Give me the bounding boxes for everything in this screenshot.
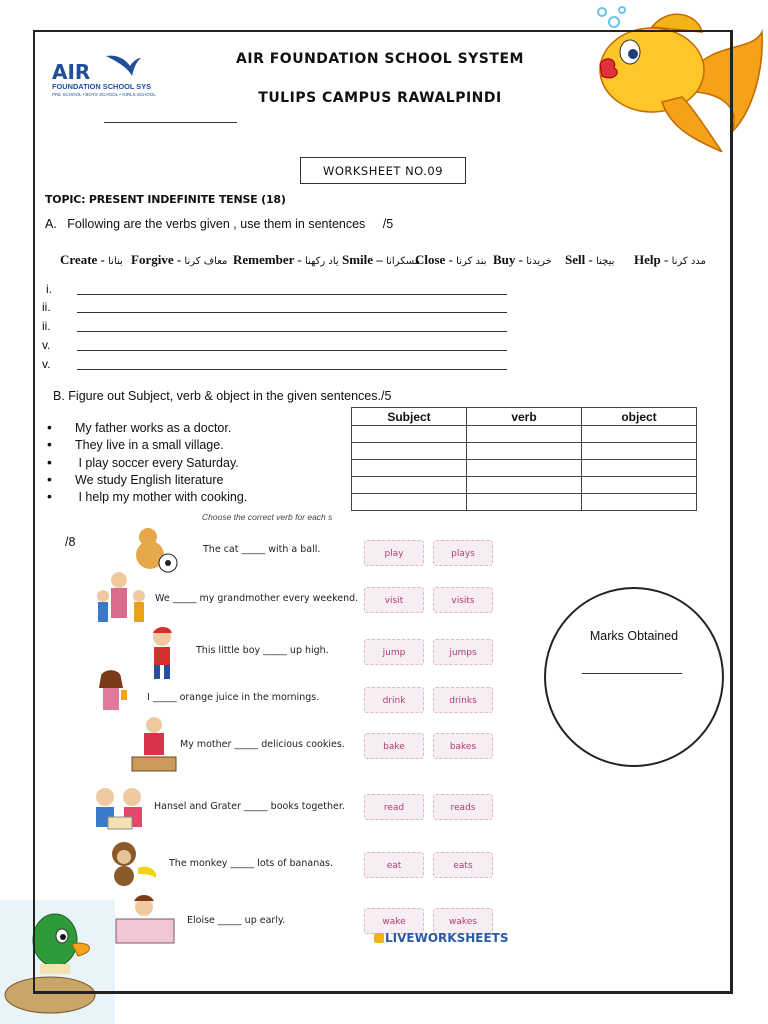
answer-line-4[interactable]	[77, 350, 507, 351]
numeral-5: v.	[42, 357, 51, 371]
logo-subtitle: FOUNDATION SCHOOL SYS	[52, 82, 152, 91]
svo-cell[interactable]	[352, 477, 467, 494]
verb-remember: Remember - یاد رکھنا	[233, 252, 339, 267]
row-3-sentence: This little boy _____ up high.	[196, 645, 329, 656]
family-icon	[95, 570, 150, 630]
section-a-label: A.	[45, 217, 57, 231]
worksheet-number: WORKSHEET NO.09	[300, 157, 466, 184]
row-4-option-1[interactable]: drink	[364, 687, 424, 713]
row-6-sentence: Hansel and Grater _____ books together.	[154, 801, 345, 812]
liveworksheets-logo: LIVEWORKSHEETS	[374, 931, 508, 945]
row-6-option-1[interactable]: read	[364, 794, 424, 820]
numeral-3: ii.	[42, 319, 51, 333]
answer-line-2[interactable]	[77, 312, 507, 313]
verb-smile: Smile – مسکرانا	[342, 252, 420, 267]
answer-line-5[interactable]	[77, 369, 507, 370]
row-3-option-1[interactable]: jump	[364, 639, 424, 665]
logo-text: AIR	[52, 60, 91, 84]
row-6-option-2[interactable]: reads	[433, 794, 493, 820]
sentence-3: • I play soccer every Saturday.	[47, 454, 239, 470]
row-5-sentence: My mother _____ delicious cookies.	[180, 739, 345, 750]
verb-sell: Sell - بیچنا	[565, 252, 615, 267]
svo-cell[interactable]	[582, 426, 697, 443]
name-line[interactable]	[104, 122, 237, 123]
cat-ball-icon	[128, 525, 180, 573]
sentence-4: • We study English literature	[47, 471, 224, 487]
row-7-sentence: The monkey _____ lots of bananas.	[169, 858, 334, 869]
row-2-sentence: We _____ my grandmother every weekend.	[155, 593, 359, 604]
header-object: object	[582, 408, 697, 426]
svo-cell[interactable]	[352, 426, 467, 443]
section-a-text: Following are the verbs given , use them in sentences	[67, 217, 366, 231]
verb-create: Create - بنانا	[60, 252, 123, 267]
section-c-instruction: Choose the correct verb for each s	[202, 512, 333, 522]
svo-cell[interactable]	[467, 426, 582, 443]
row-7-option-2[interactable]: eats	[433, 852, 493, 878]
school-logo	[52, 52, 156, 104]
bird-icon	[104, 52, 142, 78]
svo-cell[interactable]	[467, 443, 582, 460]
row-2-option-2[interactable]: visits	[433, 587, 493, 613]
section-a-marks: /5	[382, 217, 394, 231]
svo-cell[interactable]	[352, 443, 467, 460]
verb-buy: Buy - خریدنا	[493, 252, 552, 267]
sentence-5: • I help my mother with cooking.	[47, 488, 248, 504]
svo-cell[interactable]	[582, 494, 697, 511]
row-4-option-2[interactable]: drinks	[433, 687, 493, 713]
numeral-2: ii.	[42, 300, 51, 314]
numeral-1: i.	[46, 282, 52, 296]
verb-close: Close - بند کرنا	[415, 252, 487, 267]
answer-line-3[interactable]	[77, 331, 507, 332]
marks-line[interactable]	[582, 673, 682, 674]
row-7-option-1[interactable]: eat	[364, 852, 424, 878]
row-8-option-2[interactable]: wakes	[433, 908, 493, 934]
sentence-2: • They live in a small village.	[47, 436, 224, 452]
logo-tagline: PRE SCHOOL • BOYS SCHOOL • GIRLS SCHOOL	[52, 92, 156, 97]
header-verb: verb	[467, 408, 582, 426]
row-1-option-2[interactable]: plays	[433, 540, 493, 566]
kids-reading-icon	[90, 783, 150, 835]
jumping-boy-icon	[140, 625, 185, 683]
numeral-4: v.	[42, 338, 51, 352]
row-4-sentence: I _____ orange juice in the mornings.	[147, 692, 320, 703]
section-c-marks: /8	[65, 535, 76, 549]
row-1-option-1[interactable]: play	[364, 540, 424, 566]
svo-cell[interactable]	[467, 494, 582, 511]
marks-obtained-label: Marks Obtained	[589, 629, 679, 643]
row-5-option-1[interactable]: bake	[364, 733, 424, 759]
verb-help: Help - مدد کرنا	[634, 252, 706, 267]
svo-cell[interactable]	[352, 460, 467, 477]
row-8-option-1[interactable]: wake	[364, 908, 424, 934]
row-2-option-1[interactable]: visit	[364, 587, 424, 613]
mother-baking-icon	[130, 715, 178, 773]
campus-name: TULIPS CAMPUS RAWALPINDI	[258, 90, 502, 106]
topic-title: TOPIC: PRESENT INDEFINITE TENSE (18)	[45, 193, 286, 206]
girl-juice-icon	[93, 668, 133, 728]
section-b-instruction: B. Figure out Subject, verb & object in the given sentences./5	[53, 389, 392, 403]
girl-waking-icon	[114, 893, 176, 948]
marks-obtained-circle	[544, 587, 724, 767]
svo-cell[interactable]	[582, 460, 697, 477]
row-1-sentence: The cat _____ with a ball.	[203, 544, 321, 555]
header-subject: Subject	[352, 408, 467, 426]
row-8-sentence: Eloise _____ up early.	[187, 915, 286, 926]
answer-line-1[interactable]	[77, 294, 507, 295]
row-5-option-2[interactable]: bakes	[433, 733, 493, 759]
sentence-1: • My father works as a doctor.	[47, 419, 232, 435]
svo-cell[interactable]	[582, 477, 697, 494]
section-a-instruction	[45, 217, 393, 231]
svo-cell[interactable]	[467, 477, 582, 494]
row-3-option-2[interactable]: jumps	[433, 639, 493, 665]
verb-forgive: Forgive - معاف کرنا	[131, 252, 228, 267]
svo-cell[interactable]	[582, 443, 697, 460]
svo-table	[351, 407, 697, 511]
liveworksheets-icon	[374, 933, 384, 943]
monkey-banana-icon	[100, 838, 160, 888]
svo-cell[interactable]	[467, 460, 582, 477]
svo-cell[interactable]	[352, 494, 467, 511]
school-name: AIR FOUNDATION SCHOOL SYSTEM	[236, 51, 524, 67]
